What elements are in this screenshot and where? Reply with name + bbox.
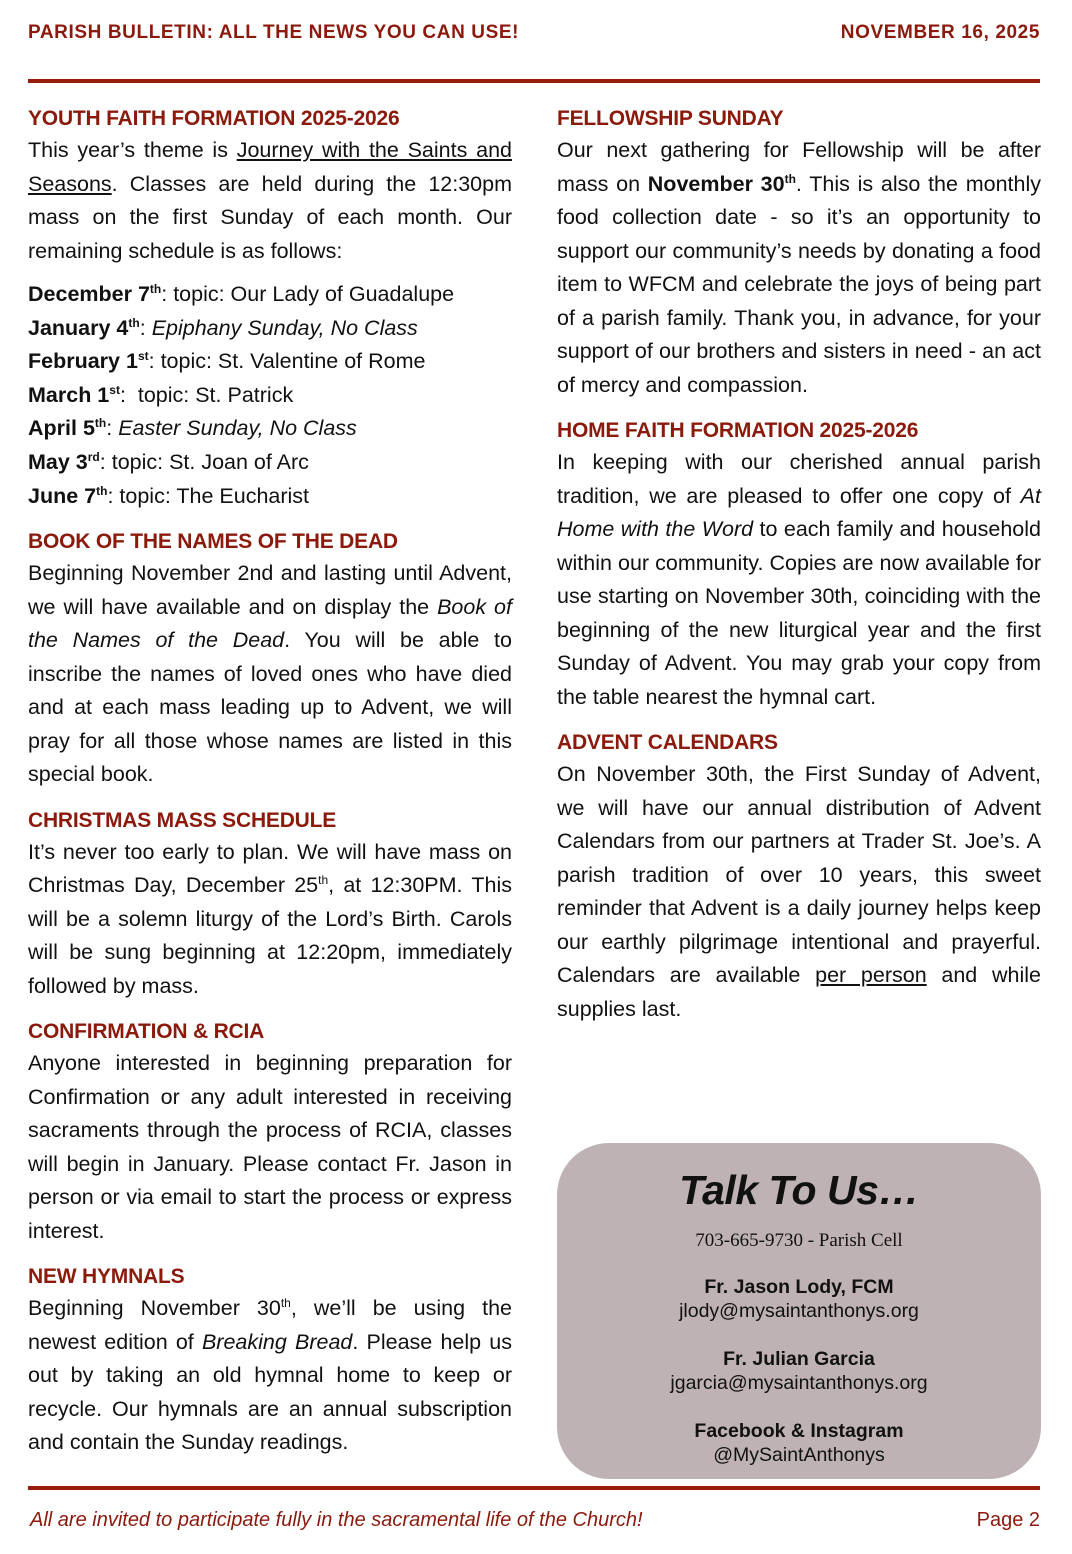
section-new-hymnals	[28, 1262, 512, 1460]
section-youth-faith-formation	[28, 104, 512, 513]
section-body: Beginning November 2nd and lasting until Advent, we will have available and on display the Book of the Names of the Dead. You will be able to inscribe the names of loved ones who have died and at each mass leading up to Advent, we will pray for all those whose names are listed in this special book.	[28, 561, 512, 787]
section-fellowship-sunday	[557, 104, 1041, 402]
section-book-of-names	[28, 527, 512, 792]
section-body: This year’s theme is Journey with the Saints and Seasons. Classes are held during the 12:30pm mass on the first Sunday of each month. Our remaining schedule is as follows:	[28, 138, 512, 263]
section-heading: YOUTH FAITH FORMATION 2025-2026	[28, 107, 400, 130]
section-christmas-mass	[28, 806, 512, 1004]
footer-motto: All are invited to participate fully in the sacramental life of the Church!	[30, 1508, 643, 1531]
section-heading: CHRISTMAS MASS SCHEDULE	[28, 808, 337, 832]
section-body: Beginning November 30th, we’ll be using the newest edition of Breaking Bread. Please help us out by taking an old hymnal home to keep or recycle. Our hymnals are an annual subscription and contain the Sunday readings.	[28, 1296, 512, 1455]
schedule-item: April 5th: Easter Sunday, No Class	[28, 416, 357, 441]
contact-name: Fr. Jason Lody, FCM	[704, 1276, 894, 1298]
section-body: It’s never too early to plan. We will have mass on Christmas Day, December 25th, at 12:30PM. This will be a solemn liturgy of the Lord’s Birth. Carols will be sung beginning at 12:20pm, immediately followed by mass.	[28, 839, 512, 998]
bulletin-date: NOVEMBER 16, 2025	[840, 22, 1040, 43]
parish-phone: 703-665-9730 - Parish Cell	[695, 1230, 903, 1251]
page-header	[28, 18, 1040, 48]
schedule-item: May 3rd: topic: St. Joan of Arc	[28, 449, 309, 474]
theme-title: Journey with the Saints and Seasons	[28, 138, 512, 196]
section-body: Our next gathering for Fellowship will be after mass on November 30th. This is also the monthly food collection date - so it’s an opportunity to support our community’s needs by donating a food item to WFCM and celebrate the joys of being part of a parish family. Thank you, in advance, for your support of our brothers and sisters in need - an act of mercy and compassion.	[557, 138, 1041, 397]
contact-entry	[557, 1419, 1041, 1467]
section-advent-calendars	[557, 728, 1041, 1026]
section-heading: ADVENT CALENDARS	[557, 731, 778, 754]
right-column	[557, 104, 1041, 1040]
section-confirmation-rcia	[28, 1017, 512, 1248]
social-label: Facebook & Instagram	[694, 1420, 904, 1442]
contact-email[interactable]: jlody@mysaintanthonys.org	[679, 1300, 919, 1322]
schedule-item: June 7th: topic: The Eucharist	[28, 483, 310, 508]
left-column	[28, 104, 512, 1474]
schedule-item: February 1st: topic: St. Valentine of Rome	[28, 349, 426, 374]
contact-name: Fr. Julian Garcia	[723, 1348, 875, 1370]
schedule-item: January 4th: Epiphany Sunday, No Class	[28, 315, 418, 340]
section-body: Anyone interested in beginning preparation for Confirmation or any adult interested in receiving sacraments through the process of RCIA, classes will begin in January. Please contact Fr. Jason in person or via email to start the process or express interest.	[28, 1051, 512, 1243]
section-body: In keeping with our cherished annual parish tradition, we are pleased to offer one copy of At Home with the Word to each family and household within our community. Copies are now available for use starting on November 30th, coinciding with the beginning of the new liturgical year and the first Sunday of Advent. You may grab your copy from the table nearest the hymnal cart.	[557, 450, 1041, 709]
contact-entry	[557, 1347, 1041, 1395]
contact-entry	[557, 1275, 1041, 1323]
section-heading: BOOK OF THE NAMES OF THE DEAD	[28, 530, 398, 554]
section-home-faith-formation	[557, 416, 1041, 714]
schedule-item: December 7th: topic: Our Lady of Guadalupe	[28, 281, 455, 306]
footer-divider	[28, 1486, 1040, 1490]
section-heading: HOME FAITH FORMATION 2025-2026	[557, 419, 919, 442]
bulletin-title: PARISH BULLETIN: ALL THE NEWS YOU CAN USE!	[28, 22, 520, 43]
contact-box-title: Talk To Us…	[679, 1167, 919, 1213]
section-heading: CONFIRMATION & RCIA	[28, 1020, 265, 1044]
section-heading: FELLOWSHIP SUNDAY	[557, 107, 784, 130]
section-body: On November 30th, the First Sunday of Advent, we will have our annual distribution of Advent Calendars from our partners at Trader St. Joe’s. A parish tradition of over 10 years, this sweet reminder that Advent is a daily journey helps keep our earthly pilgrimage intentional and prayerful. Calendars are available per person and while supplies last.	[557, 762, 1041, 1021]
contact-box	[557, 1143, 1041, 1479]
contact-email[interactable]: jgarcia@mysaintanthonys.org	[670, 1372, 928, 1394]
header-divider	[28, 79, 1040, 83]
class-schedule	[28, 278, 512, 513]
social-handle[interactable]: @MySaintAnthonys	[713, 1444, 885, 1466]
schedule-item: March 1st: topic: St. Patrick	[28, 382, 294, 407]
page-number: Page 2	[976, 1508, 1040, 1531]
section-heading: NEW HYMNALS	[28, 1265, 185, 1289]
page-footer	[30, 1505, 1040, 1535]
